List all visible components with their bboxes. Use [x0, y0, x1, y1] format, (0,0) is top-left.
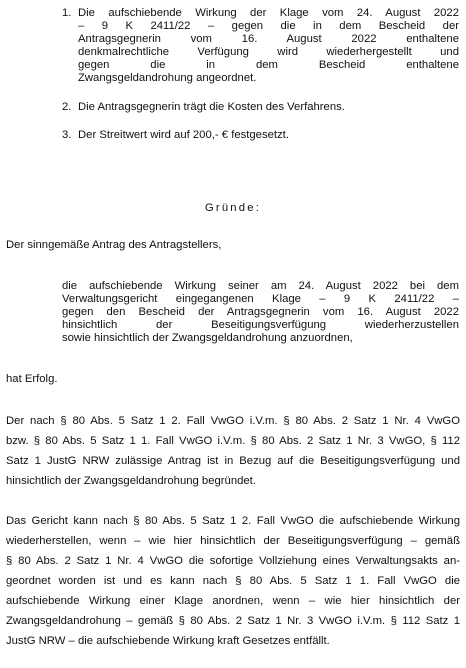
tenor-item-1-line-2: – 9 K 2411/22 – gegen die in dem Bescheid der [78, 20, 459, 32]
tenor-item-1-number: 1. [62, 7, 72, 19]
tenor-item-1-line-6: Zwangsgeldandrohung angeordnet. [78, 72, 257, 84]
tenor-item-1-line-1: Die aufschiebende Wirkung der Klage vom 24. August 2022 [78, 7, 459, 19]
para2-line-5: aufschiebende Wirkung einer Klage anordnen, wenn – wie hier hinsichtlich der [6, 595, 460, 607]
quote-line-3: gegen den Bescheid der Antragsgegnerin vom 16. August 2022 [62, 306, 459, 318]
para2-line-1: Das Gericht kann nach § 80 Abs. 5 Satz 1 2. Fall VwGO die aufschiebende Wirkung [6, 515, 460, 527]
para1-line-4: hinsichtlich der Zwangsgeldandrohung begründet. [6, 475, 256, 487]
tenor-item-3-number: 3. [62, 129, 72, 141]
para1-line-2: bzw. § 80 Abs. 5 Satz 1 1. Fall VwGO i.V.m. § 80 Abs. 2 Satz 1 Nr. 3 VwGO, § 112 [6, 435, 460, 447]
para2-line-4: geordnet worden ist und es kann nach § 80 Abs. 5 Satz 1 1. Fall VwGO die [6, 575, 460, 587]
intro-text: Der sinngemäße Antrag des Antragstellers, [6, 239, 222, 251]
quote-line-1: die aufschiebende Wirkung seiner am 24. August 2022 bei dem [62, 280, 459, 292]
tenor-item-2-number: 2. [62, 101, 72, 113]
quote-line-4: hinsichtlich der Beseitigungsverfügung wiederherzustellen [62, 319, 459, 331]
section-heading: Gründe: [204, 202, 262, 214]
tenor-item-1-line-5: gegen die in dem Bescheid enthaltene [78, 59, 459, 71]
tenor-item-2-line-1: Die Antragsgegnerin trägt die Kosten des Verfahrens. [78, 101, 345, 113]
tenor-item-1-line-4: denkmalrechtliche Verfügung wird wiederhergestellt und [78, 46, 459, 58]
quote-line-5: sowie hinsichtlich der Zwangsgeldandrohung anzuordnen, [62, 332, 353, 344]
para1-line-3: Satz 1 JustG NRW zulässige Antrag ist in Bezug auf die Beseitigungsverfügung und [6, 455, 460, 467]
para2-line-7: JustG NRW – die aufschiebende Wirkung kraft Gesetzes entfällt. [6, 635, 330, 647]
tenor-item-3-line-1: Der Streitwert wird auf 200,- € festgesetzt. [78, 129, 289, 141]
result-text: hat Erfolg. [6, 373, 58, 385]
para1-line-1: Der nach § 80 Abs. 5 Satz 1 2. Fall VwGO i.V.m. § 80 Abs. 2 Satz 1 Nr. 4 VwGO [6, 415, 460, 427]
para2-line-3: § 80 Abs. 2 Satz 1 Nr. 4 VwGO die sofortige Vollziehung eines Verwaltungsakts an- [6, 555, 460, 567]
tenor-item-1-line-3: Antragsgegnerin vom 16. August 2022 enthaltene [78, 33, 459, 45]
para2-line-2: wiederherstellen, wenn – wie hier hinsichtlich der Beseitigungsverfügung – gemäß [6, 535, 460, 547]
quote-line-2: Verwaltungsgericht eingegangenen Klage – 9 K 2411/22 – [62, 293, 459, 305]
para2-line-6: Zwangsgeldandrohung – gemäß § 80 Abs. 2 Satz 1 Nr. 3 VwGO i.V.m. § 112 Satz 1 [6, 615, 460, 627]
